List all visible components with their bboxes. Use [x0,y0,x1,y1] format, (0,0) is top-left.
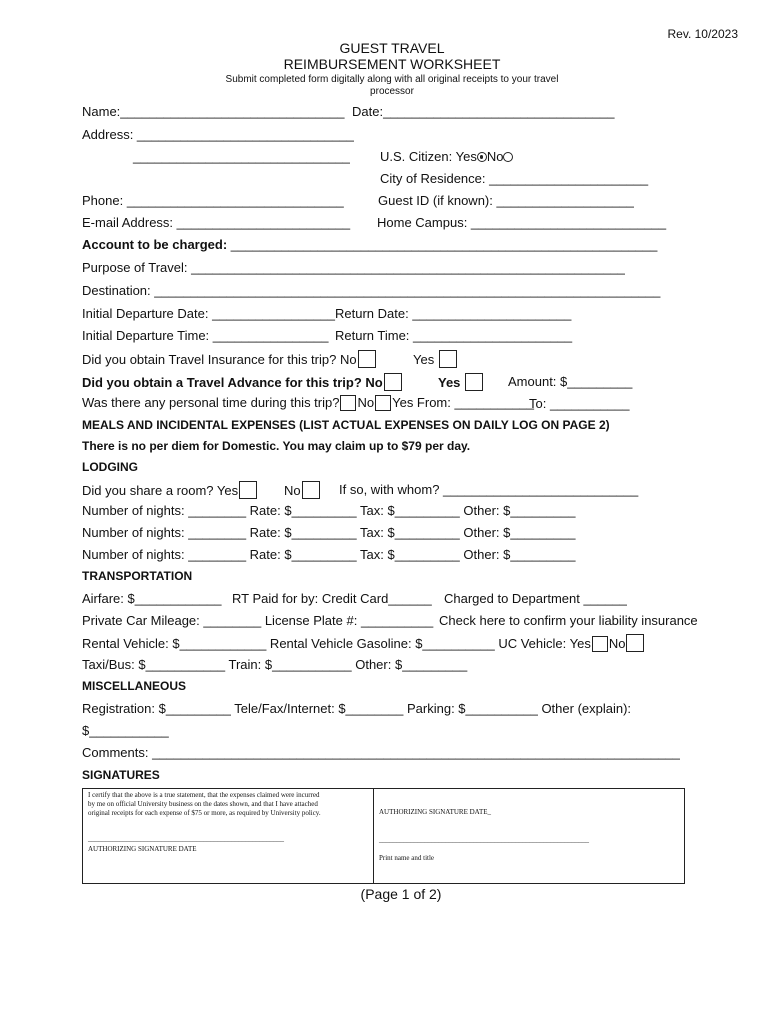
page-number: (Page 1 of 2) [360,886,442,902]
share-no-label: No [284,483,301,498]
insurance-row [82,350,377,368]
share-no-checkbox[interactable] [302,481,320,499]
share-room-question: Did you share a room? Yes [82,483,239,498]
personal-no-checkbox[interactable] [340,395,356,411]
advance-no-checkbox[interactable] [384,373,402,391]
guest-id-field[interactable]: Guest ID (if known): ___________________ [378,193,634,208]
transportation-heading: TRANSPORTATION [82,569,193,583]
personal-to-field[interactable]: To: ___________ [529,396,630,411]
print-name-label: Print name and title [379,854,435,862]
date-field[interactable]: Date:________________________________ [352,104,615,119]
misc-heading: MISCELLANEOUS [82,679,187,693]
destination-field[interactable]: Destination: ______________________________________________________________________ [82,283,661,298]
citizen-no-label: No [486,149,504,164]
charged-dept-field[interactable]: Charged to Department ______ [444,591,627,606]
advance-row [82,373,403,391]
signature-table [82,788,685,884]
mileage-field[interactable]: Private Car Mileage: ________ License Plate #: __________ [82,613,434,628]
rental-row [82,634,645,652]
comments-field[interactable]: Comments: _________________________________________________________________________ [82,745,680,760]
uc-vehicle-yes-checkbox[interactable] [592,636,608,652]
certify-line-3: original receipts for each expense of $75 or more, as required by University policy. [88,809,321,817]
rt-paid-field[interactable]: RT Paid for by: Credit Card______ [232,591,432,606]
form-title-line1: GUEST TRAVEL [339,40,445,56]
account-row[interactable] [82,237,657,252]
right-signature-line[interactable]: ____________________________________________________________ [379,836,589,844]
lodging-row-2[interactable]: Number of nights: ________ Rate: $_________ Tax: $_________ Other: $_________ [82,525,576,540]
departure-date-field[interactable]: Initial Departure Date: _________________ [82,306,335,321]
email-field[interactable]: E-mail Address: ________________________ [82,215,351,230]
name-field[interactable]: Name:_______________________________ [82,104,345,119]
meals-heading: MEALS AND INCIDENTAL EXPENSES (LIST ACTUAL EXPENSES ON DAILY LOG ON PAGE 2) [82,418,610,432]
form-title-line2: REIMBURSEMENT WORKSHEET [283,56,501,72]
return-time-field[interactable]: Return Time: ______________________ [335,328,573,343]
registration-row[interactable]: Registration: $_________ Tele/Fax/Internet: $________ Parking: $__________ Other (explain): [82,701,632,716]
revision-label: Rev. 10/2023 [667,27,738,41]
liability-confirm-label[interactable]: Check here to confirm your liability insurance [439,613,698,628]
per-diem-note: There is no per diem for Domestic. You may claim up to $79 per day. [82,439,471,453]
us-citizen-row [380,149,513,164]
city-of-residence-field[interactable]: City of Residence: ______________________ [380,171,649,186]
form-subtitle-line2: processor [370,86,414,97]
personal-no-label: No [357,395,375,410]
personal-yes-checkbox[interactable] [375,395,391,411]
home-campus-field[interactable]: Home Campus: ___________________________ [377,215,667,230]
certify-statement [88,791,321,818]
airfare-field[interactable]: Airfare: $____________ [82,591,222,606]
lodging-row-3[interactable]: Number of nights: ________ Rate: $_________ Tax: $_________ Other: $_________ [82,547,576,562]
citizen-no-radio[interactable] [503,152,513,162]
insurance-yes-row [413,350,458,368]
lodging-heading: LODGING [82,460,138,474]
lodging-row-1[interactable]: Number of nights: ________ Rate: $_________ Tax: $_________ Other: $_________ [82,503,576,518]
right-signature-label: AUTHORIZING SIGNATURE DATE_ [379,808,491,816]
share-room-row [82,481,258,499]
advance-question: Did you obtain a Travel Advance for this trip? No [82,375,383,390]
taxi-train-field[interactable]: Taxi/Bus: $___________ Train: $___________ Other: $_________ [82,657,468,672]
share-yes-checkbox[interactable] [239,481,257,499]
address-field[interactable]: Address: ______________________________ [82,127,354,142]
purpose-field[interactable]: Purpose of Travel: ____________________________________________________________ [82,260,625,275]
uc-vehicle-no-checkbox[interactable] [626,634,644,652]
account-label: Account to be charged: [82,237,228,252]
return-date-field[interactable]: Return Date: ______________________ [335,306,572,321]
personal-yes-from-field[interactable]: Yes From: ___________ [392,395,535,410]
account-line: ___________________________________________________________ [227,237,658,252]
certify-line-2: by me on official University business on the dates shown, and that I have attached [88,800,318,808]
advance-yes-label: Yes [438,375,461,390]
address-line2-field[interactable]: ______________________________ [133,149,350,164]
certify-line-1: I certify that the above is a true statement, that the expenses claimed were incurred [88,791,320,799]
departure-time-field[interactable]: Initial Departure Time: ________________ [82,328,329,343]
left-signature-line[interactable]: ________________________________________________________ [88,835,284,843]
advance-yes-checkbox[interactable] [465,373,483,391]
citizen-yes-radio[interactable] [477,152,487,162]
rental-fields[interactable]: Rental Vehicle: $____________ Rental Vehicle Gasoline: $__________ UC Vehicle: Yes [82,636,591,651]
personal-time-row [82,395,534,411]
form-subtitle-line1: Submit completed form digitally along with all original receipts to your travel [225,74,559,85]
phone-field[interactable]: Phone: ______________________________ [82,193,344,208]
insurance-no-checkbox[interactable] [358,350,376,368]
insurance-yes-label: Yes [413,352,435,367]
insurance-question: Did you obtain Travel Insurance for this trip? No [82,352,357,367]
signatures-heading: SIGNATURES [82,768,160,782]
left-signature-label: AUTHORIZING SIGNATURE DATE [88,845,197,853]
insurance-yes-checkbox[interactable] [439,350,457,368]
signature-table-divider [373,789,374,883]
advance-amount-field[interactable]: Amount: $_________ [508,374,633,389]
personal-time-question: Was there any personal time during this trip? [82,395,340,410]
uc-vehicle-no-label: No [608,636,626,651]
other-amount-field[interactable]: $___________ [82,723,169,738]
share-with-whom-field[interactable]: If so, with whom? ___________________________ [339,482,639,497]
share-no-row [284,481,321,499]
advance-yes-row [438,373,484,391]
us-citizen-label: U.S. Citizen: Yes [380,149,477,164]
